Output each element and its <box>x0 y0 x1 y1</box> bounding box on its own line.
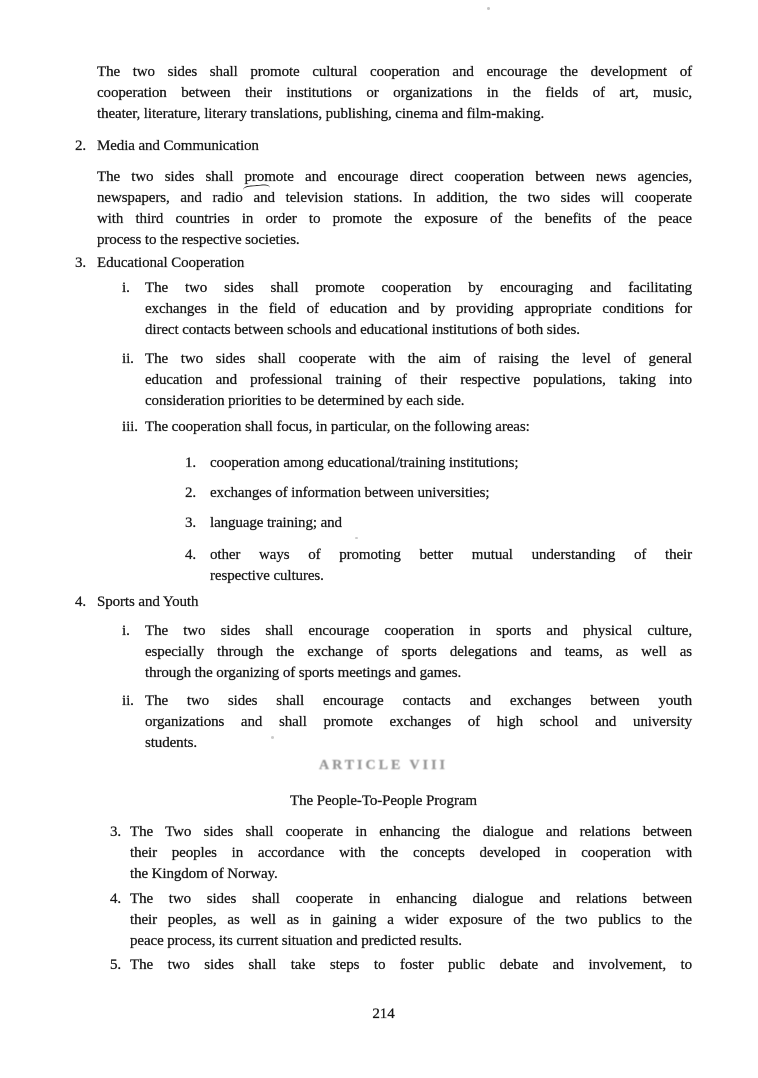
text-line: their peoples, as well as in gaining a wider exposure of the two publics to the <box>130 912 692 928</box>
roman-item-ii <box>122 691 692 754</box>
scan-speck-middle <box>355 537 358 539</box>
numbered-item-2 <box>185 483 692 504</box>
list-marker: iii. <box>122 419 138 435</box>
scan-speck-top <box>487 7 490 10</box>
list-marker: 4. <box>185 547 197 563</box>
list-marker: 3. <box>110 824 122 840</box>
text-line: with third countries in order to promote the exposure of the benefits of the peace <box>97 211 692 227</box>
media-paragraph <box>97 167 692 251</box>
text-line: The two sides shall take steps to foster public debate and involvement, to <box>130 957 692 973</box>
program-item-4 <box>110 889 692 952</box>
section-title: Media and Communication <box>97 138 259 154</box>
text-line: consideration priorities to be determined by each side. <box>145 393 465 409</box>
article-heading: ARTICLE VIII <box>318 758 448 773</box>
list-marker: 1. <box>185 455 197 471</box>
numbered-item-1 <box>185 453 692 474</box>
text-line: process to the respective societies. <box>97 232 300 248</box>
text-line: The two sides shall encourage contacts and exchanges between youth <box>145 693 692 709</box>
program-item-5 <box>110 955 692 976</box>
text-line: theater, literature, literary translations, publishing, cinema and film-making. <box>97 106 545 122</box>
list-marker: 4. <box>110 891 122 907</box>
text-line: The two sides shall cooperate in enhancing dialogue and relations between <box>130 891 692 907</box>
list-marker: i. <box>122 623 130 639</box>
text-line: cooperation between their institutions or organizations in the fields of art, music, <box>97 85 692 101</box>
text-line: direct contacts between schools and educational institutions of both sides. <box>145 322 580 338</box>
intro-paragraph <box>97 62 692 125</box>
text-line: The two sides shall cooperate with the aim of raising the level of general <box>145 351 692 367</box>
section-heading-education <box>75 253 692 274</box>
section-number: 4. <box>75 594 87 610</box>
program-title: The People-To-People Program <box>290 793 477 809</box>
text-line: The two sides shall promote cultural cooperation and encourage the development of <box>97 64 692 80</box>
list-marker: ii. <box>122 693 134 709</box>
list-marker: i. <box>122 280 130 296</box>
program-item-3 <box>110 822 692 885</box>
text-line: their peoples in accordance with the concepts developed in cooperation with <box>130 845 692 861</box>
text-line: The cooperation shall focus, in particular, on the following areas: <box>145 419 530 435</box>
section-heading-media <box>75 136 692 157</box>
text-line: students. <box>145 735 198 751</box>
list-marker: 3. <box>185 515 197 531</box>
section-heading-sports <box>75 592 692 613</box>
text-line: through the organizing of sports meetings and games. <box>145 665 462 681</box>
page-number: 214 <box>372 1006 395 1022</box>
numbered-item-3 <box>185 513 692 534</box>
text-line: exchanges in the field of education and by providing appropriate conditions for <box>145 301 692 317</box>
section-number: 2. <box>75 138 87 154</box>
text-line: education and professional training of their respective populations, taking into <box>145 372 692 388</box>
roman-item-ii <box>122 349 692 412</box>
list-marker: 2. <box>185 485 197 501</box>
text-line: especially through the exchange of sports delegations and teams, as well as <box>145 644 692 660</box>
roman-item-i <box>122 278 692 341</box>
text-line: The two sides shall promote and encourage direct cooperation between news agencies, <box>97 169 692 185</box>
text-line: peace process, its current situation and predicted results. <box>130 933 462 949</box>
list-marker: ii. <box>122 351 134 367</box>
text-line: respective cultures. <box>210 568 324 584</box>
scan-speck-lower <box>271 736 274 739</box>
section-title: Sports and Youth <box>97 594 199 610</box>
list-marker: 5. <box>110 957 122 973</box>
text-line: language training; and <box>210 515 342 531</box>
text-line: cooperation among educational/training institutions; <box>210 455 519 471</box>
roman-item-iii <box>122 417 692 438</box>
text-line: the Kingdom of Norway. <box>130 866 278 882</box>
text-line: The two sides shall promote cooperation by encouraging and facilitating <box>145 280 692 296</box>
text-line: other ways of promoting better mutual understanding of their <box>210 547 692 563</box>
text-line: newspapers, and radio and television stations. In addition, the two sides will cooperate <box>97 190 692 206</box>
text-line: exchanges of information between universities; <box>210 485 490 501</box>
text-line: organizations and shall promote exchanges of high school and university <box>145 714 692 730</box>
numbered-item-4 <box>185 545 692 587</box>
section-number: 3. <box>75 255 87 271</box>
roman-item-i <box>122 621 692 684</box>
text-line: The Two sides shall cooperate in enhancing the dialogue and relations between <box>130 824 692 840</box>
text-line: The two sides shall encourage cooperation in sports and physical culture, <box>145 623 692 639</box>
section-title: Educational Cooperation <box>97 255 245 271</box>
